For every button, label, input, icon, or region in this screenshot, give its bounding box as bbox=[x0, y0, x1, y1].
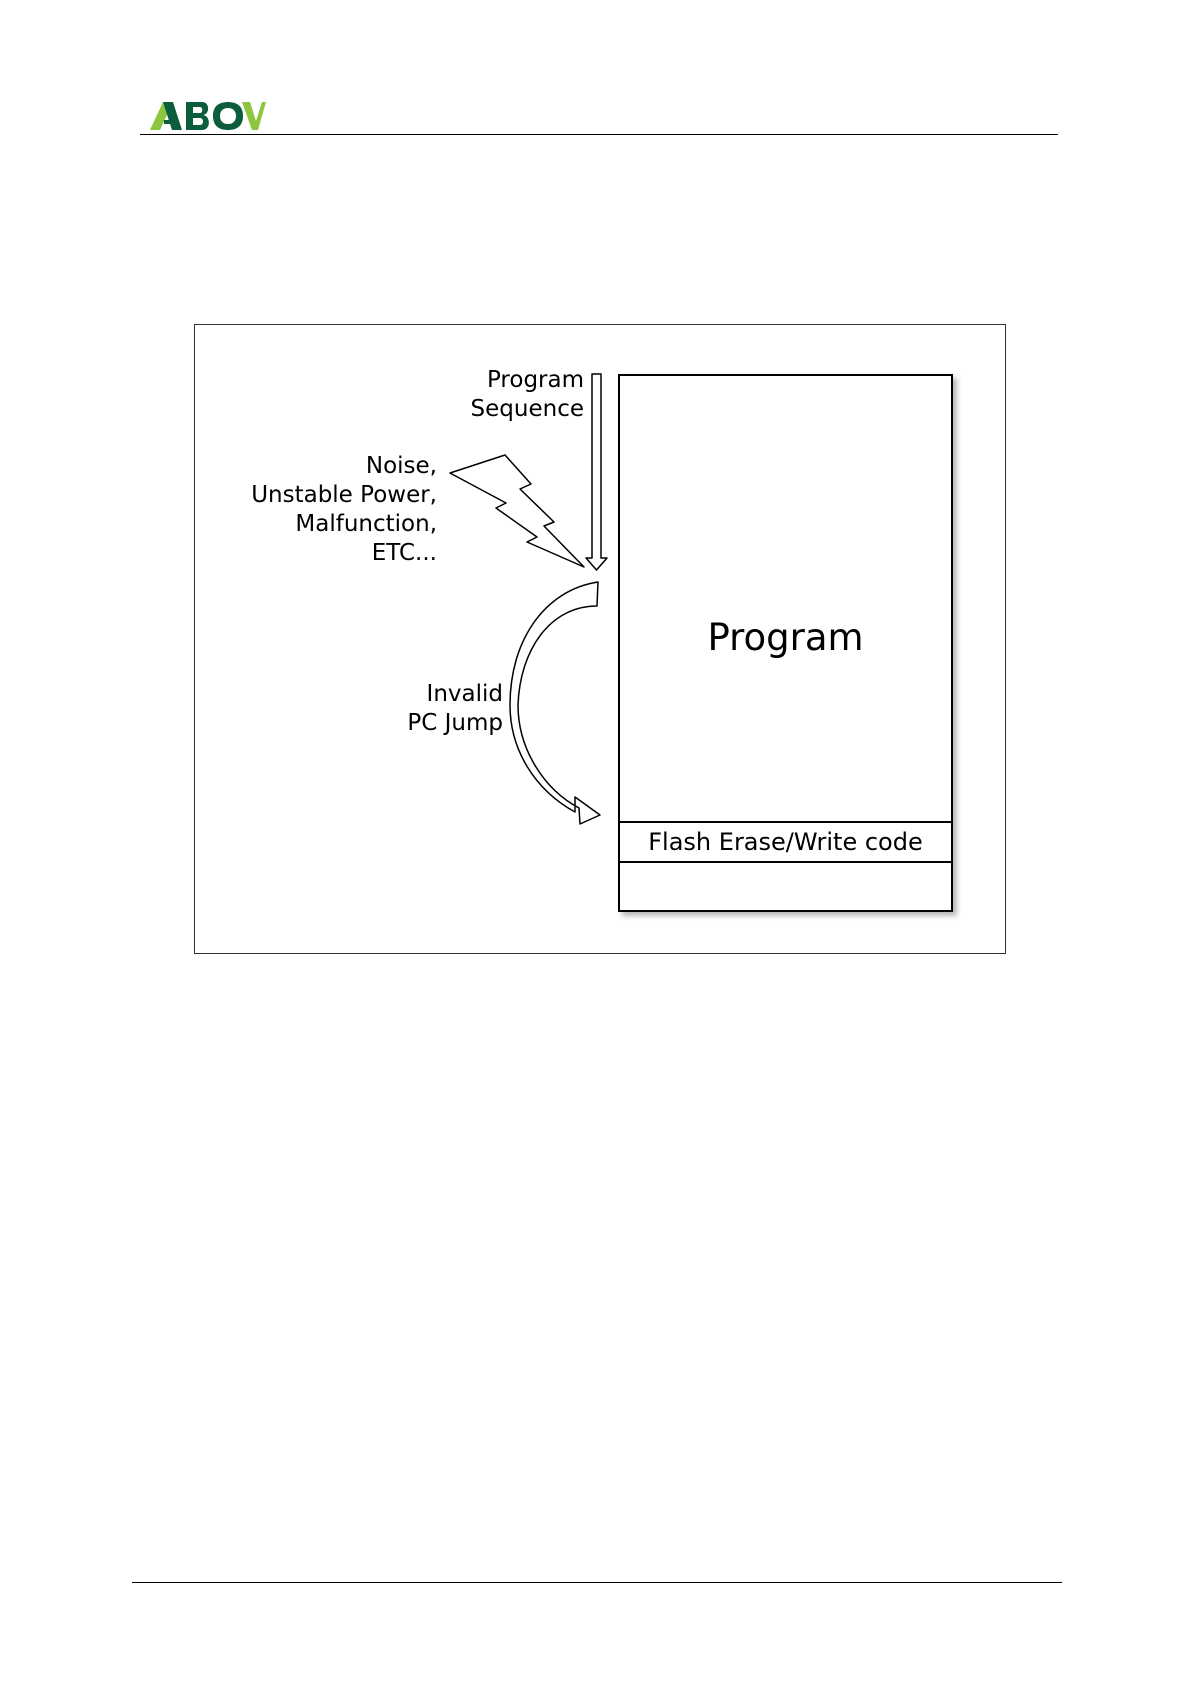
noise-line-2: Unstable Power, bbox=[251, 482, 437, 508]
program-sequence-label bbox=[471, 366, 584, 424]
noise-line-3: Malfunction, bbox=[295, 511, 437, 537]
invalid-pc-jump-line-1: Invalid bbox=[426, 681, 503, 707]
invalid-pc-jump-label bbox=[407, 680, 503, 738]
program-label: Program bbox=[707, 616, 864, 659]
flash-erase-write-code-label: Flash Erase/Write code bbox=[648, 828, 923, 856]
noise-lightning-icon bbox=[450, 455, 584, 567]
invalid-pc-jump-arrow bbox=[510, 582, 600, 824]
footer-rule bbox=[132, 1582, 1062, 1583]
program-sequence-line-1: Program bbox=[486, 367, 584, 393]
invalid-pc-jump-line-2: PC Jump bbox=[407, 710, 503, 736]
noise-line-4: ETC... bbox=[371, 540, 437, 566]
noise-label bbox=[251, 452, 437, 568]
program-sequence-arrow bbox=[586, 374, 607, 570]
noise-line-1: Noise, bbox=[365, 453, 437, 479]
program-sequence-line-2: Sequence bbox=[470, 396, 584, 422]
